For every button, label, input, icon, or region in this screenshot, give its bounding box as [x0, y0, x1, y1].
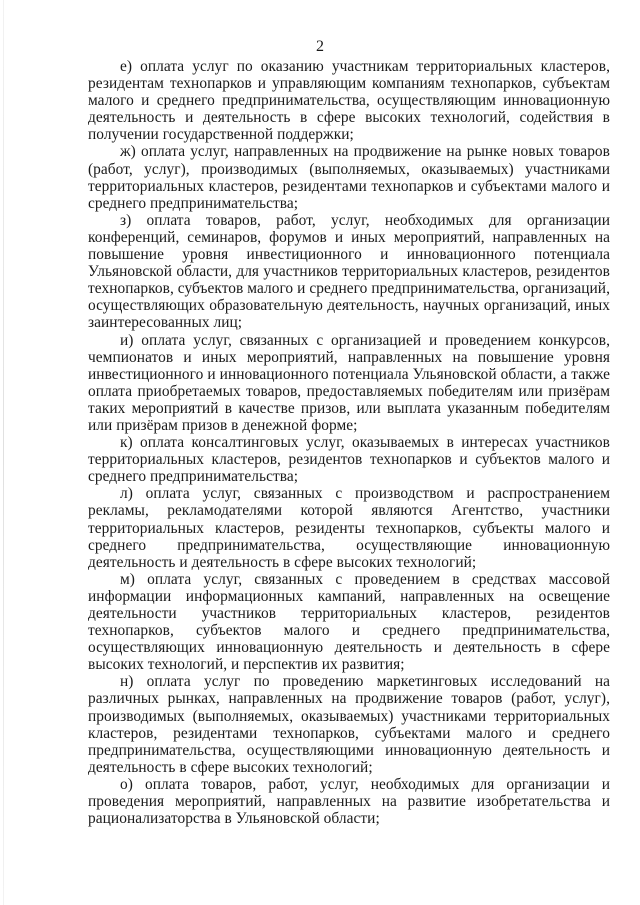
- page-number: 2: [316, 38, 324, 55]
- paragraph-k: к) оплата консалтинговых услуг, оказываемых в интересах участников территориальных кластеров, резидентов технопарков и субъектов малого и среднего предпринимательства;: [88, 434, 610, 486]
- paragraph-z: з) оплата товаров, работ, услуг, необходимых для организации конференций, семинаров, форумов и иных мероприятий, направленных на повышение уровня инвестиционного и инновационного потенциала Ульяновской области, для участников территориальных кластеров, резидентов технопарков, субъектов малого и среднего предпринимательства, организаций, осуществляющих образовательную деятельность, научных организаций, иных заинтересованных лиц;: [88, 211, 610, 332]
- paragraph-i: и) оплата услуг, связанных с организацией и проведением конкурсов, чемпионатов и иных мероприятий, направленных на повышение уровня инвестиционного и инновационного потенциала Ульяновской области, а также оплата приобретаемых товаров, предоставляемых победителям или призёрам таких мероприятий в качестве призов, или выплата указанным победителям или призёрам призов в денежной форме;: [88, 331, 610, 434]
- paragraph-zh: ж) оплата услуг, направленных на продвижение на рынке новых товаров (работ, услуг), производимых (выполняемых, оказываемых) участниками территориальных кластеров, резидентами технопарков и субъектами малого и среднего предпринимательства;: [88, 143, 610, 212]
- paragraph-l: л) оплата услуг, связанных с производством и распространением рекламы, рекламодателями которой являются Агентство, участники территориальных кластеров, резиденты технопарков, субъекты малого и среднего предпринимательства, осуществляющие инновационную деятельность и деятельность в сфере высоких технологий;: [88, 485, 610, 571]
- scan-edge-shadow: [3, 0, 4, 905]
- paragraph-m: м) оплата услуг, связанных с проведением в средствах массовой информации информационных кампаний, направленных на освещение деятельности участников территориальных кластеров, резидентов технопарков, субъектов малого и среднего предпринимательства, осуществляющих инновационную деятельность и деятельность в сфере высоких технологий, и перспектив их развития;: [88, 570, 610, 674]
- paragraph-e: е) оплата услуг по оказанию участникам территориальных кластеров, резидентам технопарков и управляющим компаниям технопарков, субъектам малого и среднего предпринимательства, осуществляющим инновационную деятельность и деятельность в сфере высоких технологий, содействия в получении государственной поддержки;: [88, 58, 610, 144]
- paragraph-n: н) оплата услуг по проведению маркетинговых исследований на различных рынках, направленных на продвижение товаров (работ, услуг), производимых (выполняемых, оказываемых) участниками территориальных кластеров, резидентами технопарков, субъектами малого и среднего предпринимательства, осуществляющими инновационную деятельность и деятельность в сфере высоких технологий;: [88, 673, 610, 776]
- document-body: [88, 58, 610, 827]
- paragraph-o: о) оплата товаров, работ, услуг, необходимых для организации и проведения мероприятий, направленных на развитие изобретательства и рационализаторства в Ульяновской области;: [88, 775, 610, 828]
